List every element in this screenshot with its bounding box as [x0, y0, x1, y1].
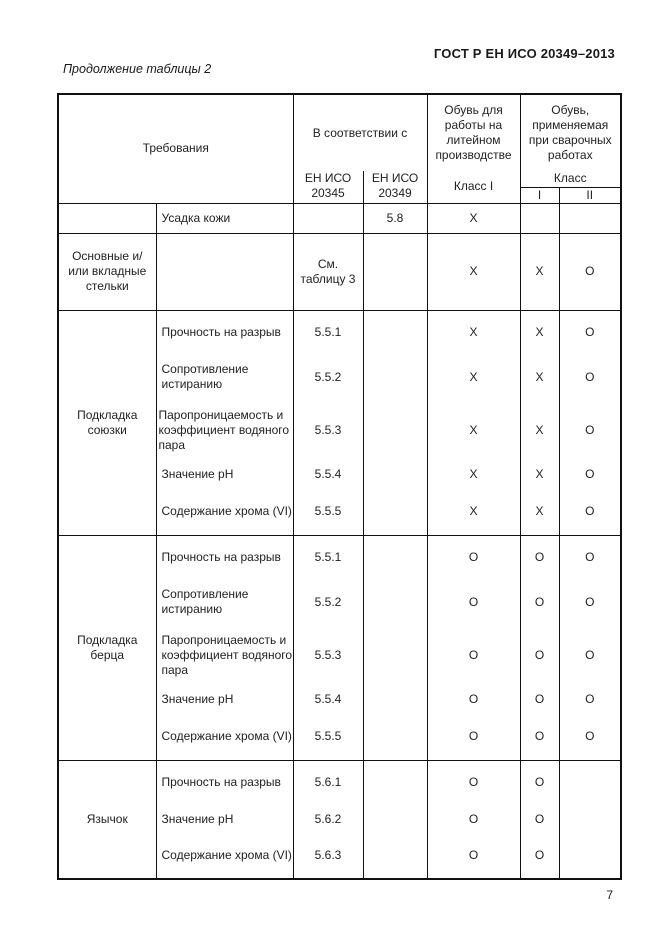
requirement-label: Паропроницаемость и коэффициент водяного пара [156, 624, 293, 686]
ref-20349 [363, 686, 427, 713]
document-code: ГОСТ Р ЕН ИСО 20349–2013 [433, 46, 615, 61]
weld-II-mark: O [559, 310, 621, 355]
requirement-label: Содержание хрома (VI) [156, 713, 293, 760]
requirement-label: Прочность на разрыв [156, 310, 293, 355]
page-number: 7 [606, 888, 613, 902]
requirement-label: Значение pH [156, 805, 293, 833]
group-quarter-lining: Подкладка берца [58, 535, 156, 760]
ref-20345: 5.6.1 [293, 760, 363, 805]
weld-II-mark: O [559, 233, 621, 310]
foundry-mark: X [427, 310, 520, 355]
ref-20345: 5.5.4 [293, 686, 363, 713]
weld-I-mark: X [520, 461, 559, 488]
ref-20345: 5.5.3 [293, 399, 363, 461]
ref-20345: См. таблицу 3 [293, 233, 363, 310]
ref-20349 [363, 355, 427, 399]
weld-I-mark: O [520, 805, 559, 833]
requirement-label: Содержание хрома (VI) [156, 833, 293, 879]
weld-II-mark: O [559, 580, 621, 624]
ref-20345: 5.6.2 [293, 805, 363, 833]
header-according-to: В соответствии с [293, 94, 427, 171]
weld-II-mark [559, 203, 621, 233]
requirement-label: Значение pH [156, 686, 293, 713]
header-row-top [58, 94, 621, 171]
weld-I-mark: O [520, 833, 559, 879]
header-welding: Обувь, применяемая при сварочных работах [520, 94, 621, 171]
weld-I-mark: O [520, 580, 559, 624]
weld-I-mark: O [520, 624, 559, 686]
ref-20345 [293, 203, 363, 233]
weld-II-mark: O [559, 488, 621, 535]
group-vamp-lining: Подкладка союзки [58, 310, 156, 535]
weld-I-mark: X [520, 488, 559, 535]
weld-I-mark: X [520, 310, 559, 355]
table-row-leather-shrink [58, 203, 621, 233]
weld-I-mark [520, 203, 559, 233]
header-en-iso-20345: ЕН ИСО 20345 [293, 171, 363, 203]
weld-I-mark: X [520, 399, 559, 461]
ref-20349 [363, 624, 427, 686]
requirement-label: Усадка кожи [156, 203, 293, 233]
header-class-I: I [520, 187, 559, 203]
foundry-mark: O [427, 580, 520, 624]
requirement-label: Содержание хрома (VI) [156, 488, 293, 535]
ref-20349 [363, 833, 427, 879]
weld-I-mark: O [520, 535, 559, 580]
foundry-mark: X [427, 203, 520, 233]
ref-20345: 5.5.2 [293, 580, 363, 624]
requirement-label: Прочность на разрыв [156, 760, 293, 805]
weld-II-mark: O [559, 713, 621, 760]
ref-20349 [363, 399, 427, 461]
ref-20349 [363, 233, 427, 310]
header-foundry-class: Класс I [427, 171, 520, 203]
requirement-label: Значение pH [156, 461, 293, 488]
ref-20345: 5.5.1 [293, 535, 363, 580]
foundry-mark: X [427, 461, 520, 488]
ref-20345: 5.5.3 [293, 624, 363, 686]
foundry-mark: O [427, 686, 520, 713]
ref-20349: 5.8 [363, 203, 427, 233]
table-continuation-caption: Продолжение таблицы 2 [63, 62, 212, 76]
foundry-mark: O [427, 713, 520, 760]
foundry-mark: X [427, 355, 520, 399]
group-insole: Основные и/или вкладные стельки [58, 233, 156, 310]
requirement-label: Прочность на разрыв [156, 535, 293, 580]
header-foundry: Обувь для работы на литейном производстве [427, 94, 520, 171]
group-tongue: Язычок [58, 760, 156, 879]
weld-I-mark: O [520, 713, 559, 760]
foundry-mark: O [427, 805, 520, 833]
weld-I-mark: X [520, 355, 559, 399]
ref-20349 [363, 760, 427, 805]
foundry-mark: O [427, 535, 520, 580]
ref-20345: 5.6.3 [293, 833, 363, 879]
requirement-label [156, 233, 293, 310]
foundry-mark: X [427, 399, 520, 461]
weld-II-mark: O [559, 535, 621, 580]
foundry-mark: O [427, 760, 520, 805]
requirements-table [57, 93, 622, 880]
weld-II-mark: O [559, 686, 621, 713]
weld-II-mark: O [559, 461, 621, 488]
weld-II-mark: O [559, 355, 621, 399]
weld-I-mark: O [520, 686, 559, 713]
weld-II-mark: O [559, 399, 621, 461]
foundry-mark: O [427, 833, 520, 879]
group-cell-empty [58, 203, 156, 233]
weld-II-mark: O [559, 624, 621, 686]
ref-20345: 5.5.1 [293, 310, 363, 355]
table-row [58, 535, 621, 580]
ref-20349 [363, 488, 427, 535]
ref-20349 [363, 310, 427, 355]
ref-20349 [363, 713, 427, 760]
ref-20349 [363, 461, 427, 488]
ref-20349 [363, 535, 427, 580]
requirement-label: Паропроницаемость и коэффициент водяного пара [156, 399, 293, 461]
foundry-mark: X [427, 488, 520, 535]
ref-20345: 5.5.5 [293, 488, 363, 535]
table-row [58, 310, 621, 355]
foundry-mark: O [427, 624, 520, 686]
header-class-II: II [559, 187, 621, 203]
header-en-iso-20349: ЕН ИСО 20349 [363, 171, 427, 203]
weld-II-mark [559, 760, 621, 879]
ref-20345: 5.5.4 [293, 461, 363, 488]
foundry-mark: X [427, 233, 520, 310]
table-row [58, 760, 621, 805]
ref-20349 [363, 580, 427, 624]
ref-20345: 5.5.5 [293, 713, 363, 760]
header-welding-class: Класс [520, 171, 621, 187]
header-requirements: Требования [58, 94, 293, 203]
weld-I-mark: O [520, 760, 559, 805]
requirement-label: Сопротивление истиранию [156, 355, 293, 399]
table-row-insole [58, 233, 621, 310]
ref-20345: 5.5.2 [293, 355, 363, 399]
requirement-label: Сопротивление истиранию [156, 580, 293, 624]
ref-20349 [363, 805, 427, 833]
weld-I-mark: X [520, 233, 559, 310]
